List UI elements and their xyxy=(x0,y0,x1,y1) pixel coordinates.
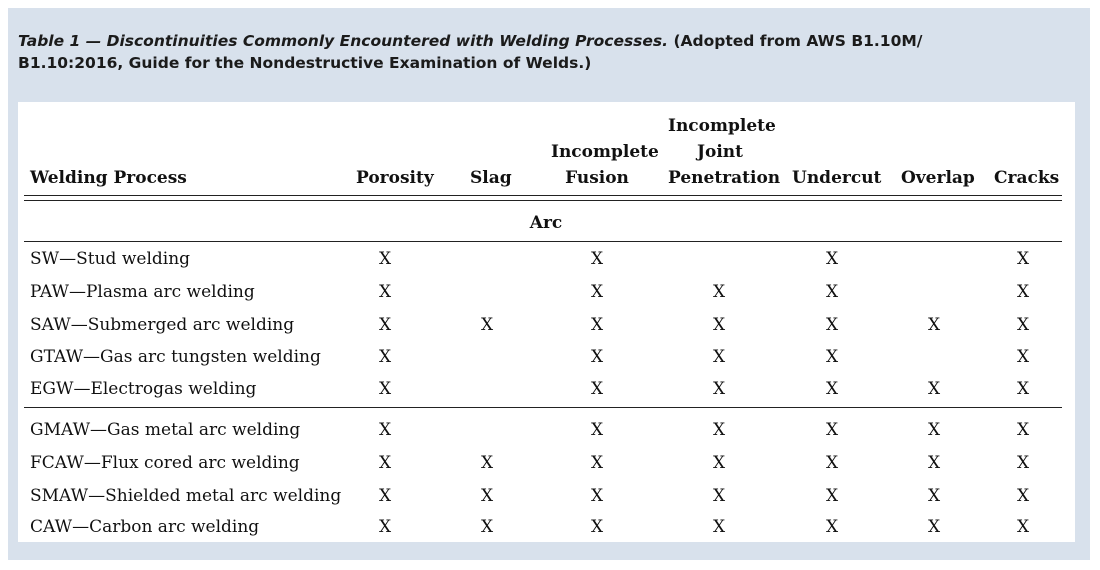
row-mark: X xyxy=(590,517,604,537)
row-mark: X xyxy=(590,379,604,399)
row-mark: X xyxy=(1016,249,1030,269)
row-mark: X xyxy=(712,315,726,335)
row-mark: X xyxy=(825,347,839,367)
row-mark: X xyxy=(712,486,726,506)
row-mark: X xyxy=(1016,315,1030,335)
header-cracks: Cracks xyxy=(994,168,1060,188)
row-mark: X xyxy=(378,379,392,399)
discontinuities-table xyxy=(18,102,1075,542)
row-mark: X xyxy=(590,282,604,302)
row-process-name: GTAW—Gas arc tungsten welding xyxy=(30,347,321,367)
row-mark: X xyxy=(480,517,494,537)
row-mark: X xyxy=(480,486,494,506)
row-mark: X xyxy=(927,486,941,506)
row-mark: X xyxy=(825,486,839,506)
row-mark: X xyxy=(378,486,392,506)
row-mark: X xyxy=(590,486,604,506)
row-mark: X xyxy=(825,249,839,269)
row-process-name: SW—Stud welding xyxy=(30,249,191,269)
header-ijp-line1: Incomplete xyxy=(668,116,776,136)
row-mark: X xyxy=(927,517,941,537)
row-process-name: SAW—Submerged arc welding xyxy=(30,315,295,335)
row-mark: X xyxy=(825,282,839,302)
header-ijp-line2: Joint xyxy=(696,142,744,162)
row-mark: X xyxy=(378,249,392,269)
row-mark: X xyxy=(825,453,839,473)
row-mark: X xyxy=(825,315,839,335)
header-ijp-line3: Penetration xyxy=(668,168,781,188)
section-label-arc: Arc xyxy=(529,213,563,233)
row-mark: X xyxy=(1016,347,1030,367)
row-mark: X xyxy=(1016,486,1030,506)
header-rule-top xyxy=(24,195,1062,196)
row-process-name: FCAW—Flux cored arc welding xyxy=(30,453,300,473)
row-mark: X xyxy=(927,315,941,335)
row-mark: X xyxy=(378,282,392,302)
row-process-name: CAW—Carbon arc welding xyxy=(30,517,260,537)
table-caption xyxy=(18,30,1068,74)
header-incomplete-fusion-line2: Fusion xyxy=(565,168,629,188)
header-porosity: Porosity xyxy=(356,168,434,188)
row-mark: X xyxy=(712,420,726,440)
section-rule xyxy=(24,241,1062,242)
row-mark: X xyxy=(1016,517,1030,537)
row-mark: X xyxy=(378,315,392,335)
row-mark: X xyxy=(590,420,604,440)
row-mark: X xyxy=(590,315,604,335)
row-process-name: GMAW—Gas metal arc welding xyxy=(30,420,301,440)
header-welding-process: Welding Process xyxy=(30,168,187,188)
row-mark: X xyxy=(590,249,604,269)
header-incomplete-fusion xyxy=(551,139,659,191)
row-mark: X xyxy=(712,517,726,537)
row-process-name: PAW—Plasma arc welding xyxy=(30,282,255,302)
row-mark: X xyxy=(590,347,604,367)
group-separator-rule xyxy=(24,407,1062,408)
row-mark: X xyxy=(927,379,941,399)
row-process-name: SMAW—Shielded metal arc welding xyxy=(30,486,342,506)
row-mark: X xyxy=(378,347,392,367)
row-mark: X xyxy=(712,379,726,399)
row-mark: X xyxy=(712,347,726,367)
row-mark: X xyxy=(825,420,839,440)
row-mark: X xyxy=(480,315,494,335)
row-mark: X xyxy=(378,453,392,473)
row-mark: X xyxy=(1016,453,1030,473)
row-mark: X xyxy=(378,517,392,537)
row-mark: X xyxy=(1016,420,1030,440)
header-undercut: Undercut xyxy=(792,168,882,188)
row-mark: X xyxy=(1016,379,1030,399)
caption-title: Table 1 — Discontinuities Commonly Encountered with Welding Processes. xyxy=(18,32,669,50)
row-mark: X xyxy=(825,517,839,537)
header-overlap: Overlap xyxy=(901,168,975,188)
row-mark: X xyxy=(590,453,604,473)
header-incomplete-joint-penetration xyxy=(668,113,781,191)
row-mark: X xyxy=(480,453,494,473)
row-mark: X xyxy=(927,420,941,440)
row-mark: X xyxy=(927,453,941,473)
header-slag: Slag xyxy=(470,168,512,188)
row-mark: X xyxy=(712,282,726,302)
row-mark: X xyxy=(1016,282,1030,302)
header-rule-bottom xyxy=(24,200,1062,201)
caption-source-start: (Adopted from AWS B1.10M/ xyxy=(668,32,923,50)
row-mark: X xyxy=(378,420,392,440)
row-mark: X xyxy=(712,453,726,473)
row-process-name: EGW—Electrogas welding xyxy=(30,379,257,399)
row-mark: X xyxy=(825,379,839,399)
header-incomplete-fusion-line1: Incomplete xyxy=(551,142,659,162)
caption-source-end: B1.10:2016, Guide for the Nondestructive Examination of Welds.) xyxy=(18,54,592,72)
